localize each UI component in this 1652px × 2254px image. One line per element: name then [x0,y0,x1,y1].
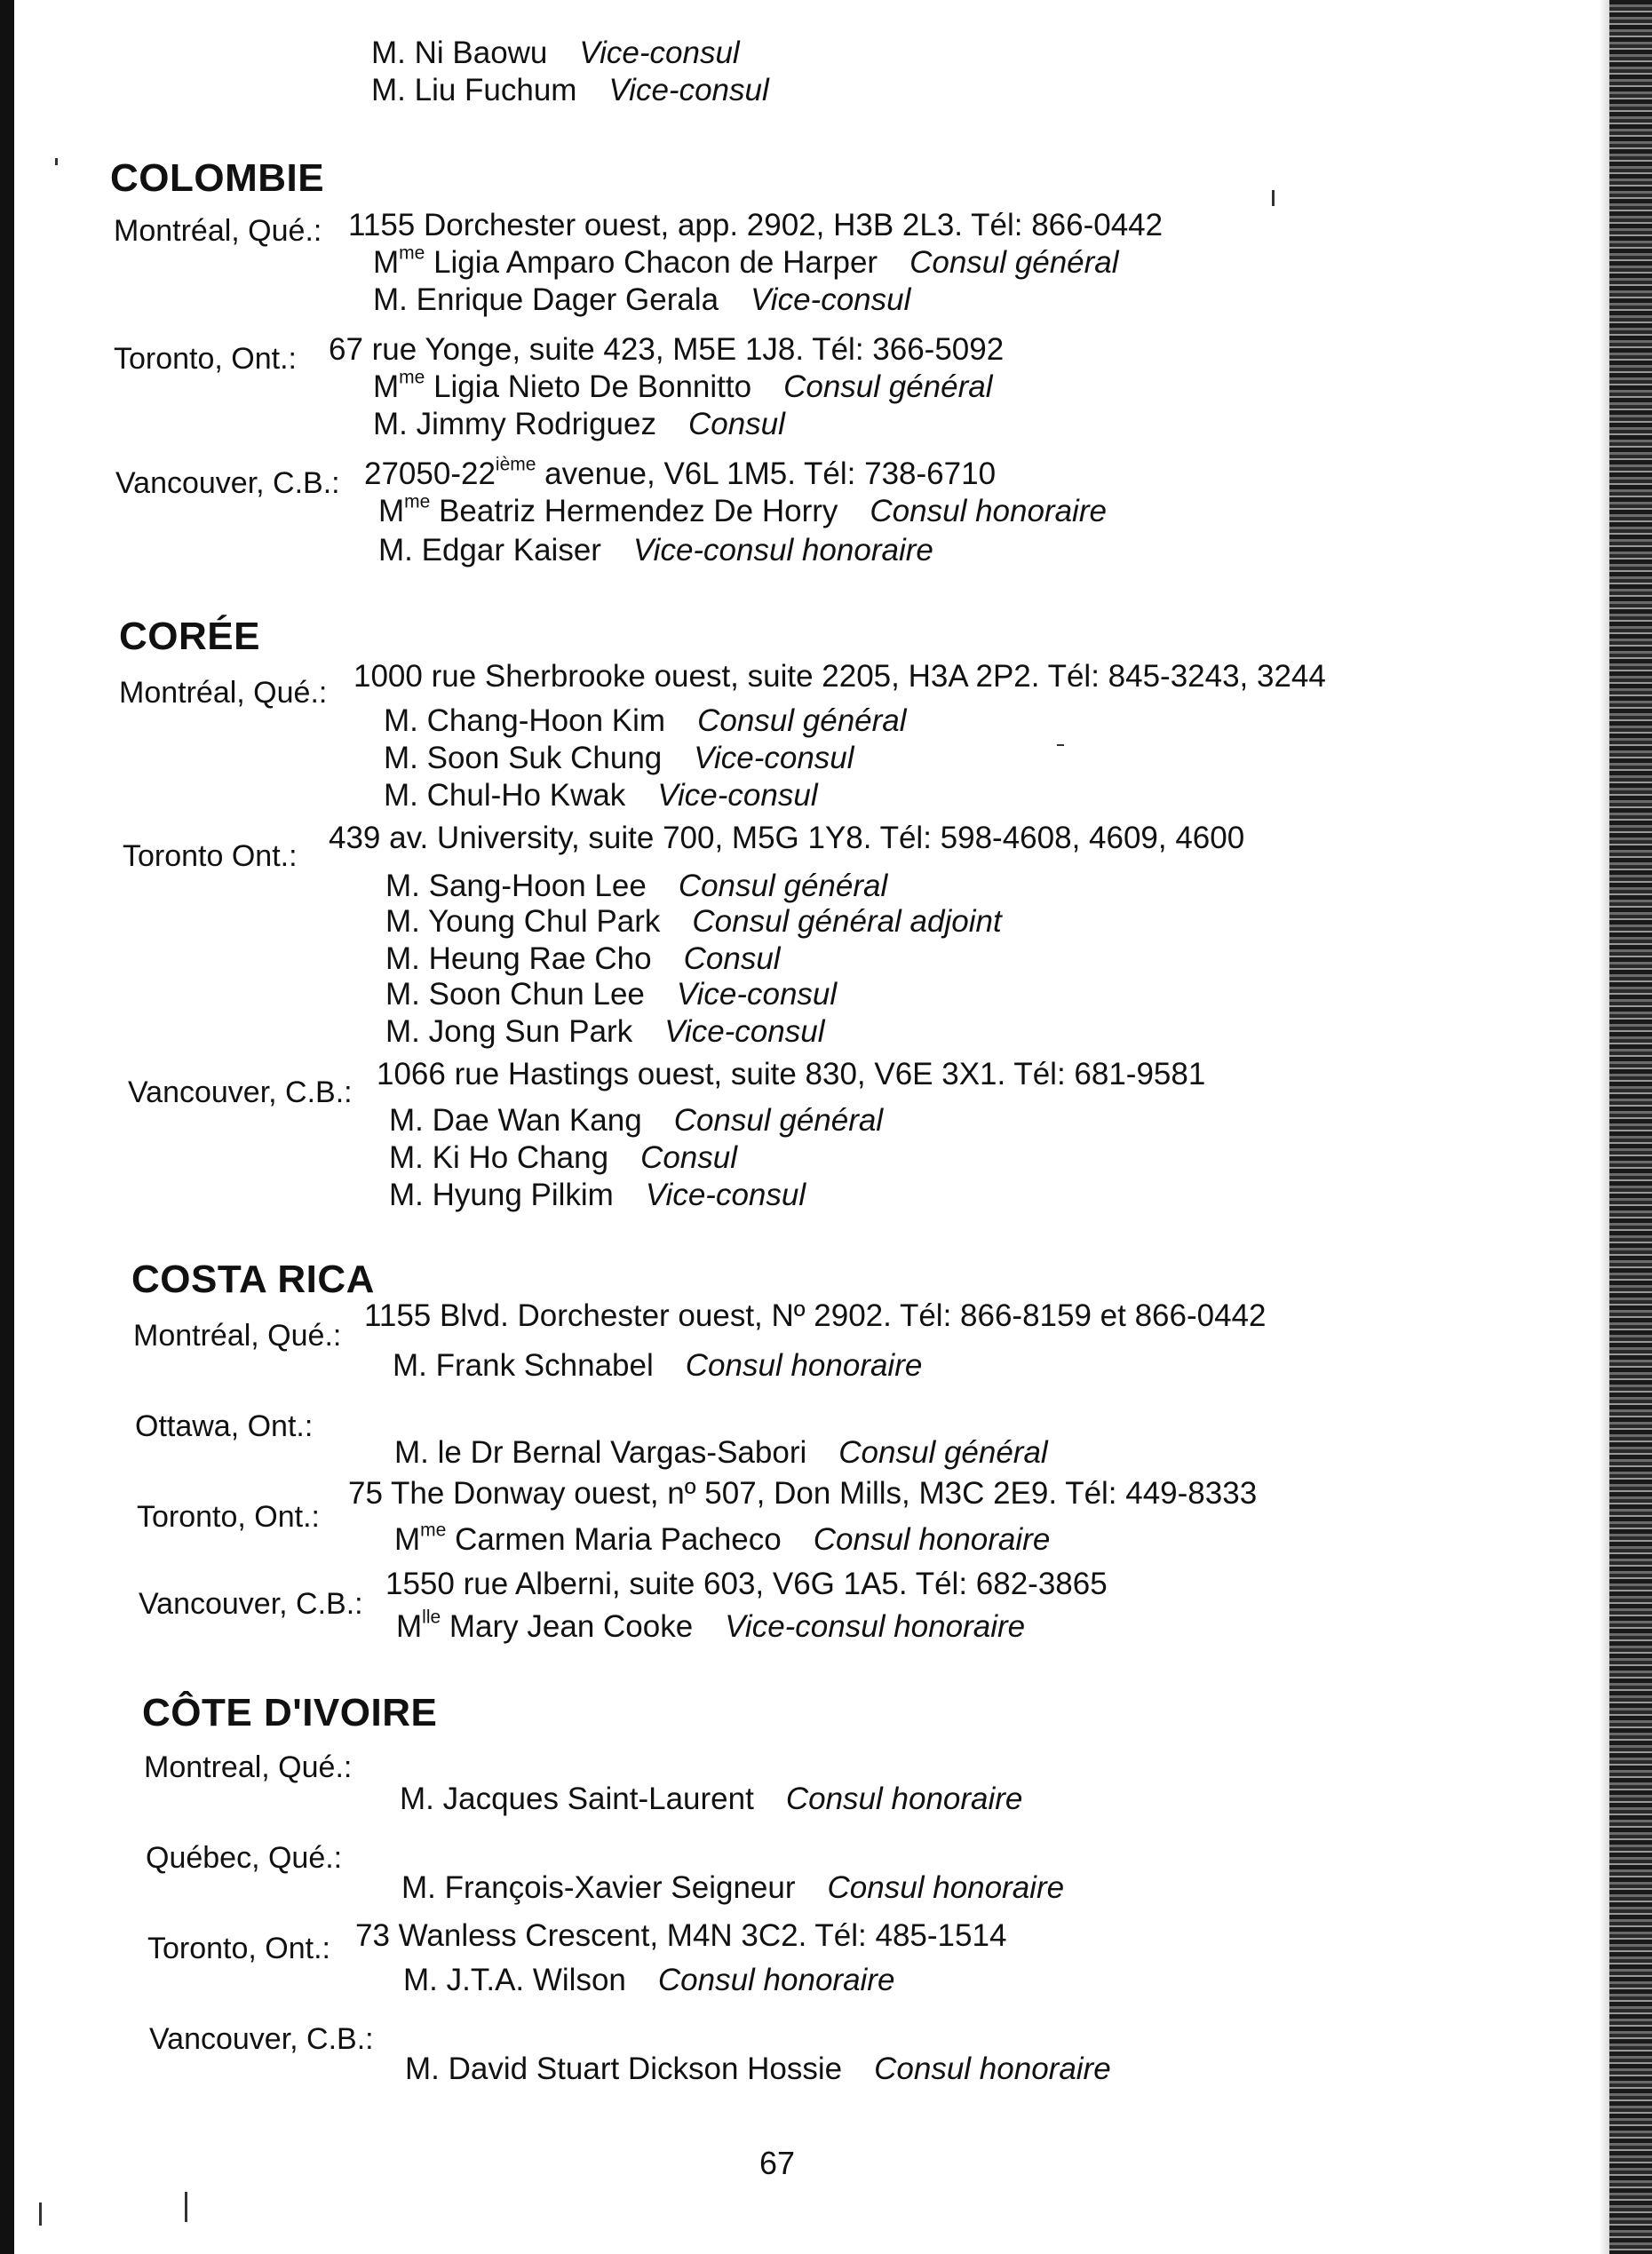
person-name: Carmen Maria Pacheco [446,1522,782,1557]
person-title: Consul général [678,869,888,903]
address-part: 27050-22 [364,456,496,491]
honorific: M. [373,407,408,441]
city-label: Montréal, Qué.: [114,214,322,248]
honorific: M. [393,1348,427,1383]
person-name: Dae Wan Kang [423,1103,642,1138]
person-title: Consul [683,941,781,976]
person-name: François-Xavier Seigneur [435,1870,796,1905]
person-entry [389,1178,806,1213]
honorific: M. [384,741,418,775]
office-address: 439 av. University, suite 700, M5G 1Y8. Tél: 598-4608, 4609, 4600 [329,821,1245,855]
honorific: M. [385,904,420,939]
person-name: Sang-Hoon Lee [419,869,647,903]
person-title: Vice-consul honoraire [725,1609,1026,1644]
city-label: Vancouver, C.B.: [149,2022,374,2056]
person-entry [385,941,781,977]
person-title: Vice-consul [608,73,769,107]
honorific: M. [373,282,408,317]
city-label: Québec, Qué.: [146,1841,343,1875]
honorific: M. [385,1014,420,1049]
city-label: Toronto, Ont.: [147,1932,330,1965]
person-entry [378,533,933,568]
person-title: Consul [687,407,785,441]
person-entry [384,703,907,739]
city-label: Montréal, Qué.: [119,676,328,710]
honorific: M. [394,1435,429,1470]
person-entry [396,1609,1025,1645]
person-entry [389,1140,737,1176]
person-title: Vice-consul [751,282,911,317]
honorific-suffix: lle [422,1607,441,1628]
person-title: Vice-consul [645,1178,806,1212]
binding-shadow [0,0,14,2254]
city-label: Vancouver, C.B.: [115,466,340,500]
person-name: le Dr Bernal Vargas-Sabori [428,1435,807,1470]
person-name: Heung Rae Cho [419,941,652,976]
office-address: 1155 Blvd. Dorchester ouest, Nº 2902. Tél: 866-8159 et 866-0442 [364,1298,1267,1333]
person-entry [371,73,769,108]
person-entry [384,778,818,814]
scan-speck [185,2192,187,2222]
person-name: Ligia Amparo Chacon de Harper [425,245,878,280]
person-name: Young Chul Park [419,904,661,939]
honorific: M. [403,1963,438,1997]
person-entry [394,1435,1048,1471]
honorific-suffix: me [399,367,425,388]
honorific: M. [385,941,420,976]
person-name: Ligia Nieto De Bonnitto [425,369,752,404]
person-name: Beatriz Hermendez De Horry [430,494,838,528]
address-part: avenue, V6L 1M5. Tél: 738-6710 [536,456,997,491]
person-title: Consul général [673,1103,884,1138]
city-label: Montreal, Qué.: [144,1750,353,1784]
person-name: Soon Suk Chung [417,741,663,775]
person-name: Ki Ho Chang [423,1140,609,1175]
honorific-suffix: me [404,491,431,512]
country-heading: COLOMBIE [110,156,325,200]
person-title: Consul honoraire [874,2052,1111,2086]
honorific: M. [385,869,420,903]
honorific: M. [400,1782,434,1816]
person-title: Vice-consul [694,741,854,775]
person-name: Mary Jean Cooke [441,1609,694,1644]
honorific: M [396,1609,423,1644]
person-name: Jong Sun Park [419,1014,633,1049]
person-title: Consul général adjoint [692,904,1002,939]
person-title: Consul général [697,703,907,738]
honorific: M. [401,1870,436,1905]
honorific: M. [389,1140,424,1175]
person-title: Consul général [783,369,993,404]
honorific: M [378,494,405,528]
person-name: M. Ni Baowu [371,36,548,70]
person-title: Consul honoraire [827,1870,1065,1905]
page-number: 67 [759,2145,796,2181]
person-title: Consul général [909,245,1119,280]
person-name: Chul-Ho Kwak [417,778,626,813]
scan-speck [1057,744,1064,746]
person-name: Edgar Kaiser [412,533,601,567]
scan-speck [1272,190,1275,206]
person-title: Vice-consul [657,778,818,813]
person-title: Vice-consul honoraire [632,533,933,567]
honorific-suffix: me [420,1520,447,1541]
person-entry [373,282,910,318]
honorific: M. [384,703,418,738]
person-entry [393,1348,922,1384]
honorific: M. [378,533,413,567]
person-entry [400,1782,1022,1817]
honorific: M. [389,1178,424,1212]
person-title: Consul honoraire [813,1522,1051,1557]
office-address: 1155 Dorchester ouest, app. 2902, H3B 2L3. Tél: 866-0442 [348,208,1164,242]
person-name: Jimmy Rodriguez [407,407,656,441]
office-address: 75 The Donway ouest, nº 507, Don Mills, M3C 2E9. Tél: 449-8333 [348,1476,1258,1511]
honorific: M. [405,2052,440,2086]
person-name: Jacques Saint-Laurent [433,1782,754,1816]
person-entry [401,1870,1064,1906]
office-address: 1550 rue Alberni, suite 603, V6G 1A5. Tél: 682-3865 [385,1567,1108,1601]
honorific: M [373,245,400,280]
honorific: M. [385,977,420,1012]
person-title: Consul honoraire [657,1963,895,1997]
honorific: M [373,369,400,404]
person-entry [385,977,837,1012]
person-entry [373,407,785,442]
country-heading: COSTA RICA [131,1258,375,1301]
person-title: Consul général [838,1435,1048,1470]
city-label: Toronto, Ont.: [114,342,297,376]
office-address: 67 rue Yonge, suite 423, M5E 1J8. Tél: 366-5092 [329,332,1005,367]
ordinal-suffix: ième [495,454,536,475]
office-address [364,456,996,492]
office-address: 1066 rue Hastings ouest, suite 830, V6E 3X1. Tél: 681-9581 [377,1057,1206,1091]
person-name: Soon Chun Lee [419,977,645,1012]
person-entry [405,2052,1111,2087]
person-name: Chang-Hoon Kim [417,703,666,738]
scan-speck [39,2202,42,2226]
person-entry [384,741,854,776]
country-heading: CÔTE D'IVOIRE [142,1691,438,1734]
person-entry [373,369,993,405]
person-title: Consul honoraire [685,1348,923,1383]
person-entry [385,904,1002,940]
person-entry [385,1014,824,1050]
person-title: Consul honoraire [870,494,1107,528]
city-label: Vancouver, C.B.: [139,1587,363,1621]
city-label: Vancouver, C.B.: [128,1075,353,1109]
scan-edge-noise [1609,0,1652,2254]
person-name: Enrique Dager Gerala [407,282,719,317]
person-entry [403,1963,894,1998]
person-entry [378,491,1107,529]
person-entry [373,242,1119,281]
person-name: David Stuart Dickson Hossie [439,2052,843,2086]
person-entry [371,36,740,71]
person-entry [389,1103,883,1139]
scan-speck [55,158,58,165]
city-label: Montréal, Qué.: [133,1319,342,1353]
honorific: M. [389,1103,424,1138]
person-title: Consul [640,1140,738,1175]
person-title: Vice-consul [579,36,740,70]
honorific-suffix: me [399,242,425,264]
person-title: Consul honoraire [785,1782,1023,1816]
honorific: M. [384,778,418,813]
person-title: Vice-consul [664,1014,825,1049]
person-entry [385,869,887,904]
person-name: M. Liu Fuchum [371,73,577,107]
office-address: 1000 rue Sherbrooke ouest, suite 2205, H3A 2P2. Tél: 845-3243, 3244 [353,659,1326,694]
city-label: Toronto Ont.: [123,839,298,873]
person-title: Vice-consul [676,977,838,1012]
person-name: Hyung Pilkim [423,1178,614,1212]
person-name: Frank Schnabel [426,1348,654,1383]
city-label: Ottawa, Ont.: [135,1409,314,1443]
honorific: M [394,1522,421,1557]
city-label: Toronto, Ont.: [137,1500,320,1534]
office-address: 73 Wanless Crescent, M4N 3C2. Tél: 485-1514 [355,1918,1007,1953]
person-name: J.T.A. Wilson [437,1963,626,1997]
country-heading: CORÉE [119,615,260,658]
person-entry [394,1522,1050,1558]
page-edge [1599,0,1609,2254]
